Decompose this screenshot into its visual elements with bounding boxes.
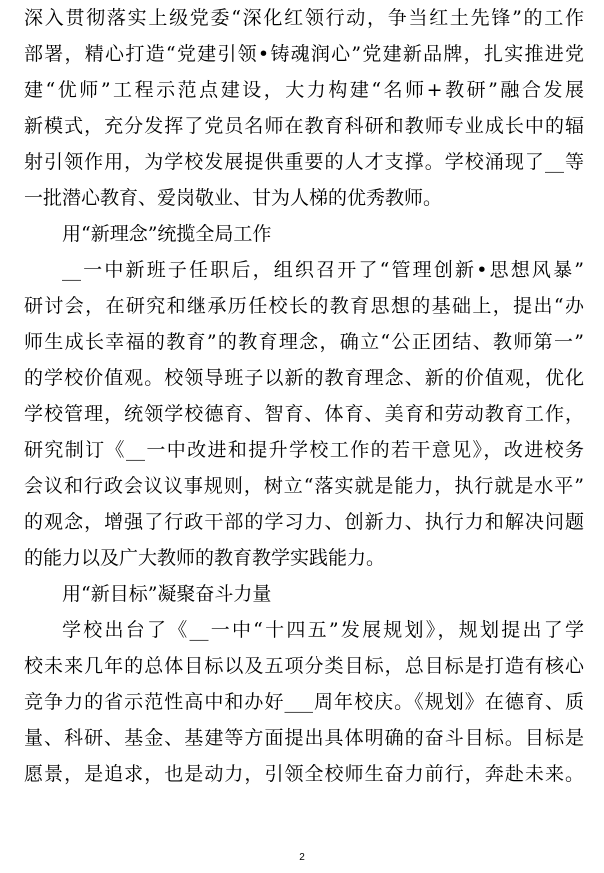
text-line: 射引领作用，为学校发展提供重要的人才支撑。学校涌现了__等 bbox=[24, 151, 584, 173]
text-line: 会议和行政会议议事规则，树立“落实就是能力，执行就是水平” bbox=[24, 475, 584, 497]
text-line: 学校出台了《__一中“十四五”发展规划》，规划提出了学 bbox=[62, 619, 584, 641]
text-line: 研究制订《__一中改进和提升学校工作的若干意见》，改进校务 bbox=[24, 439, 584, 461]
text-line: 校未来几年的总体目标以及五项分类目标，总目标是打造有核心 bbox=[24, 655, 584, 677]
paragraph-new-concept bbox=[24, 252, 584, 576]
paragraph-red-leadership bbox=[24, 0, 584, 216]
text-line: __一中新班子任职后，组织召开了“管理创新•思想风暴” bbox=[62, 259, 584, 281]
section-heading-new-goal: 用“新目标”凝聚奋斗力量 bbox=[62, 583, 272, 605]
text-line: 的能力以及广大教师的教育教学实践能力。 bbox=[24, 547, 386, 569]
text-line: 师生成长幸福的教育”的教育理念，确立“公正团结、教师第一” bbox=[24, 331, 584, 353]
text-line: 学校管理，统领学校德育、智育、体育、美育和劳动教育工作， bbox=[24, 403, 584, 425]
text-line: 新模式，充分发挥了党员名师在教育科研和教师专业成长中的辐 bbox=[24, 115, 584, 137]
text-line: 的观念，增强了行政干部的学习力、创新力、执行力和解决问题 bbox=[24, 511, 584, 533]
document-page bbox=[24, 0, 584, 792]
text-line: 的学校价值观。校领导班子以新的教育理念、新的价值观，优化 bbox=[24, 367, 584, 389]
text-line: 竞争力的省示范性高中和办好___周年校庆。《规划》在德育、质 bbox=[24, 691, 584, 713]
section-heading-new-concept: 用“新理念”统揽全局工作 bbox=[62, 223, 272, 245]
text-line: 建“优师”工程示范点建设，大力构建“名师+教研”融合发展 bbox=[24, 79, 584, 101]
text-line: 愿景，是追求，也是动力，引领全校师生奋力前行，奔赴未来。 bbox=[24, 763, 584, 785]
text-line: 深入贯彻落实上级党委“深化红领行动，争当红土先锋”的工作 bbox=[24, 7, 584, 29]
text-line: 量、科研、基金、基建等方面提出具体明确的奋斗目标。目标是 bbox=[24, 727, 584, 749]
text-line: 一批潜心教育、爱岗敬业、甘为人梯的优秀教师。 bbox=[24, 187, 443, 209]
text-line: 部署，精心打造“党建引领•铸魂润心”党建新品牌，扎实推进党 bbox=[24, 43, 584, 65]
text-line: 研讨会，在研究和继承历任校长的教育思想的基础上，提出“办 bbox=[24, 295, 584, 317]
page-number: 2 bbox=[299, 852, 305, 863]
paragraph-new-goal bbox=[24, 612, 584, 792]
